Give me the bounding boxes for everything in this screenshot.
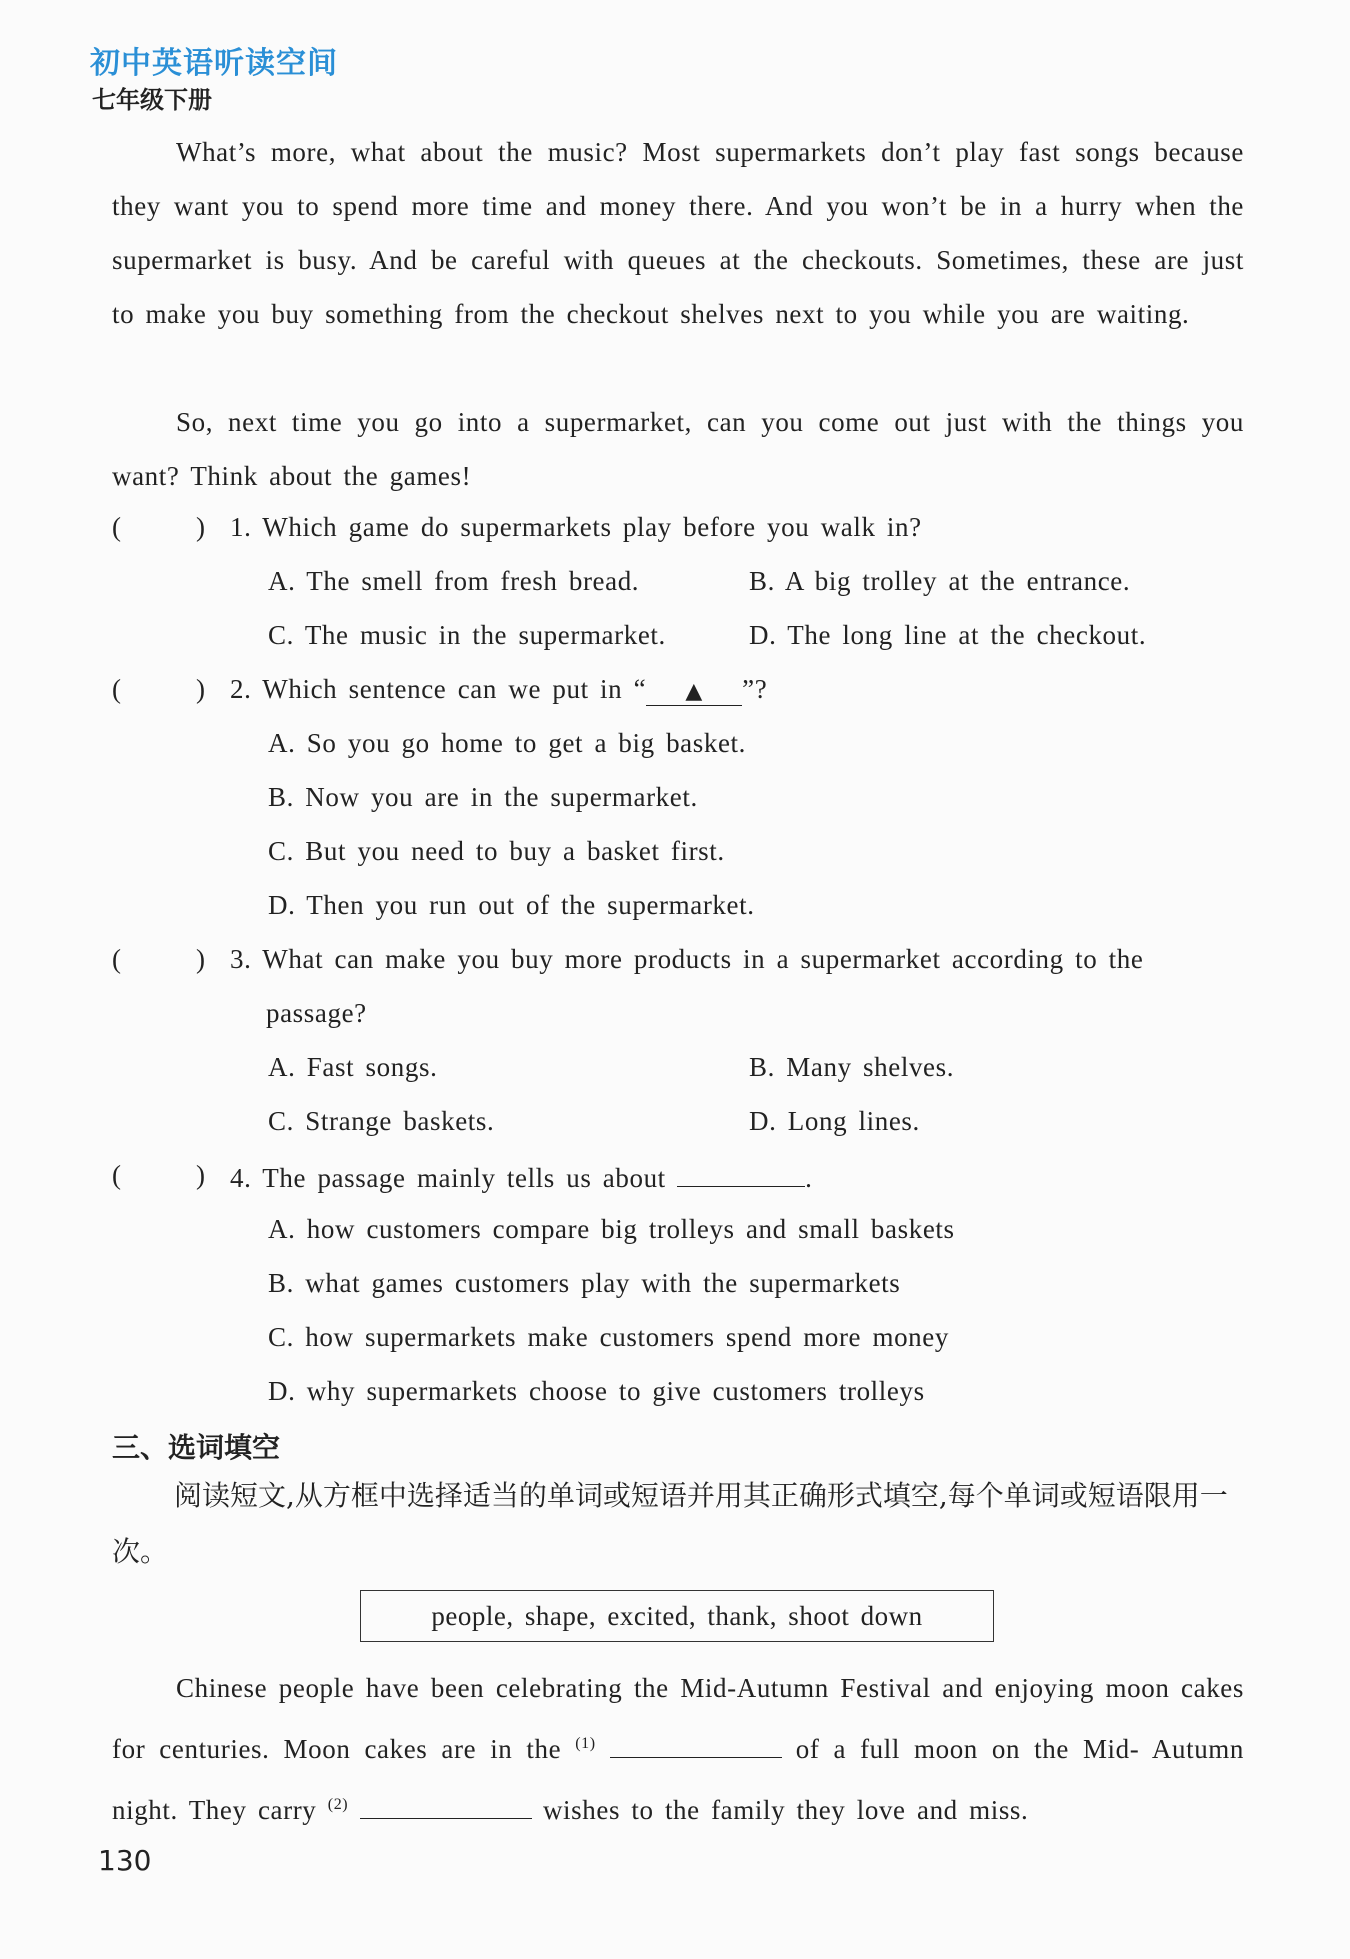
option-c: C. The music in the supermarket. bbox=[268, 620, 666, 650]
question-text bbox=[230, 674, 767, 706]
passage-paragraph-2: So, next time you go into a supermarket, can you come out just with the things you want? Think about the games! bbox=[112, 407, 1244, 491]
answer-paren-close: ) bbox=[196, 944, 206, 974]
question-text-end: ”? bbox=[742, 674, 768, 704]
option-d: D. why supermarkets choose to give customers trolleys bbox=[268, 1376, 925, 1406]
answer-blank bbox=[646, 674, 742, 706]
question-text-start: 2. Which sentence can we put in “ bbox=[230, 674, 647, 704]
answer-paren-open: ( bbox=[112, 944, 122, 974]
cloze-passage bbox=[112, 1660, 1244, 1838]
answer-blank bbox=[360, 1792, 532, 1819]
book-series-title: 初中英语听读空间 bbox=[90, 46, 338, 81]
option-a: A. how customers compare big trolleys and small baskets bbox=[268, 1214, 955, 1244]
option-b: B. Many shelves. bbox=[749, 1052, 955, 1082]
answer-blank bbox=[610, 1731, 782, 1758]
cloze-text: of a full moon on the Mid- bbox=[795, 1734, 1140, 1764]
answer-paren-open: ( bbox=[112, 1160, 122, 1190]
option-b: B. what games customers play with the supermarkets bbox=[268, 1268, 901, 1298]
answer-paren-close: ) bbox=[196, 1160, 206, 1190]
option-c: C. how supermarkets make customers spend more money bbox=[268, 1322, 949, 1352]
section-instruction: 阅读短文,从方框中选择适当的单词或短语并用其正确形式填空,每个单词或短语限用一次。 bbox=[112, 1479, 1228, 1568]
option-a: A. Fast songs. bbox=[268, 1052, 438, 1082]
question-text bbox=[230, 1160, 813, 1194]
option-c: C. But you need to buy a basket first. bbox=[268, 836, 725, 866]
option-d: D. Then you run out of the supermarket. bbox=[268, 890, 755, 920]
cloze-text: wishes to the family they love and miss. bbox=[542, 1795, 1029, 1825]
option-b: B. A big trolley at the entrance. bbox=[749, 566, 1131, 596]
passage-paragraph-1: What’s more, what about the music? Most supermarkets don’t play fast songs because they want you to spend more time and money there. And you won’t be in a hurry when the supermarket is busy. And be careful with queues at the checkouts. Sometimes, these are just to make you buy something from the checkout shelves next to you while you are waiting. bbox=[112, 137, 1244, 329]
option-a: A. The smell from fresh bread. bbox=[268, 566, 640, 596]
section-heading: 三、选词填空 bbox=[112, 1431, 281, 1464]
question-text: 1. Which game do supermarkets play before you walk in? bbox=[230, 512, 922, 542]
cloze-text: Chinese people have been celebrating the Mid-Autumn Festival and enjoying moon cakes for centuries. Moon cakes are in the bbox=[112, 1673, 1244, 1764]
question-text-end: . bbox=[805, 1163, 813, 1193]
question-3-continuation: passage? bbox=[266, 998, 367, 1028]
question-text: 3. What can make you buy more products in a supermarket according to the bbox=[230, 944, 1144, 974]
option-d: D. The long line at the checkout. bbox=[749, 620, 1147, 650]
option-c: C. Strange baskets. bbox=[268, 1106, 495, 1136]
blank-number: (1) bbox=[575, 1735, 596, 1752]
answer-paren-open: ( bbox=[112, 512, 122, 542]
answer-blank bbox=[677, 1160, 805, 1187]
cloze-text: Autumn night. They carry bbox=[112, 1734, 1244, 1825]
blank-number: (2) bbox=[327, 1796, 349, 1813]
answer-paren-close: ) bbox=[196, 512, 206, 542]
book-grade-title: 七年级下册 bbox=[92, 86, 212, 114]
triangle-marker-icon: ▲ bbox=[685, 679, 703, 704]
option-d: D. Long lines. bbox=[749, 1106, 920, 1136]
option-a: A. So you go home to get a big basket. bbox=[268, 728, 746, 758]
word-bank-box: people, shape, excited, thank, shoot down bbox=[360, 1590, 994, 1642]
option-b: B. Now you are in the supermarket. bbox=[268, 782, 698, 812]
answer-paren-close: ) bbox=[196, 674, 206, 704]
question-text-start: 4. The passage mainly tells us about bbox=[230, 1163, 666, 1193]
page-number: 130 bbox=[98, 1844, 152, 1877]
answer-paren-open: ( bbox=[112, 674, 122, 704]
